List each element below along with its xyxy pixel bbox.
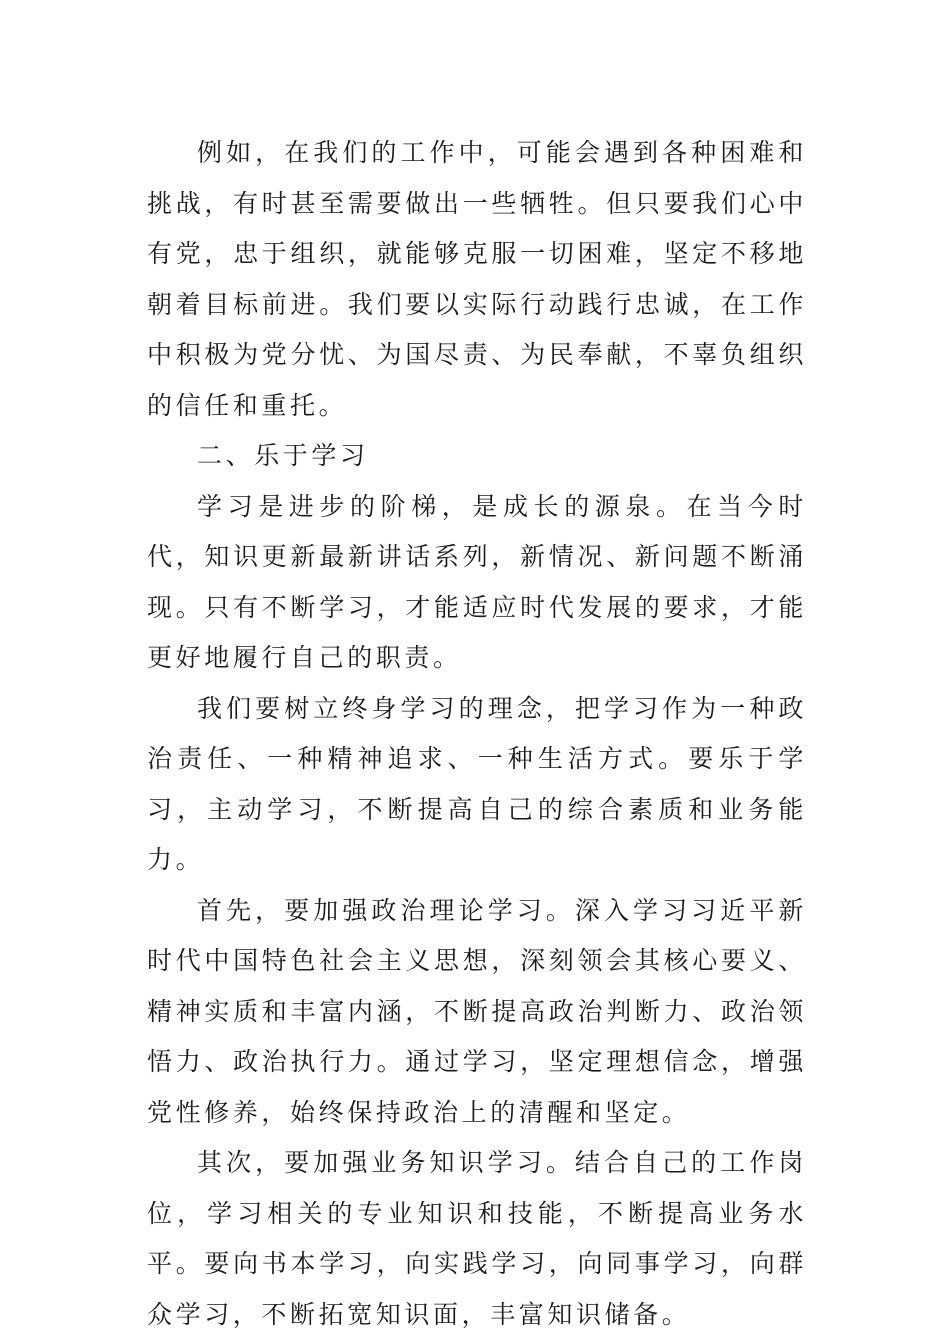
section-heading-learning: 二、乐于学习 xyxy=(197,441,369,470)
paragraph-business-knowledge: 其次，要加强业务知识学习。结合自己的工作岗位，学习相关的专业知识和技能，不断提高业务水平。要向书本学习，向实践学习，向同事学习，向群众学习，不断拓宽知识面，丰富知识储备。 xyxy=(147,1148,807,1329)
paragraph-lifelong-learning: 我们要树立终身学习的理念，把学习作为一种政治责任、一种精神追求、一种生活方式。要乐于学习，主动学习，不断提高自己的综合素质和业务能力。 xyxy=(147,693,807,874)
paragraph-loyalty-example: 例如，在我们的工作中，可能会遇到各种困难和挑战，有时甚至需要做出一些牺牲。但只要我们心中有党，忠于组织，就能够克服一切困难，坚定不移地朝着目标前进。我们要以实际行动践行忠诚，在工作中积极为党分忧、为国尽责、为民奉献，不辜负组织的信任和重托。 xyxy=(147,138,807,420)
paragraph-political-theory: 首先，要加强政治理论学习。深入学习习近平新时代中国特色社会主义思想，深刻领会其核心要义、精神实质和丰富内涵，不断提高政治判断力、政治领悟力、政治执行力。通过学习，坚定理想信念，增强党性修养，始终保持政治上的清醒和坚定。 xyxy=(147,895,807,1127)
document-body xyxy=(147,128,807,1340)
paragraph-learning-intro: 学习是进步的阶梯，是成长的源泉。在当今时代，知识更新最新讲话系列，新情况、新问题不断涌现。只有不断学习，才能适应时代发展的要求，才能更好地履行自己的职责。 xyxy=(147,491,807,672)
